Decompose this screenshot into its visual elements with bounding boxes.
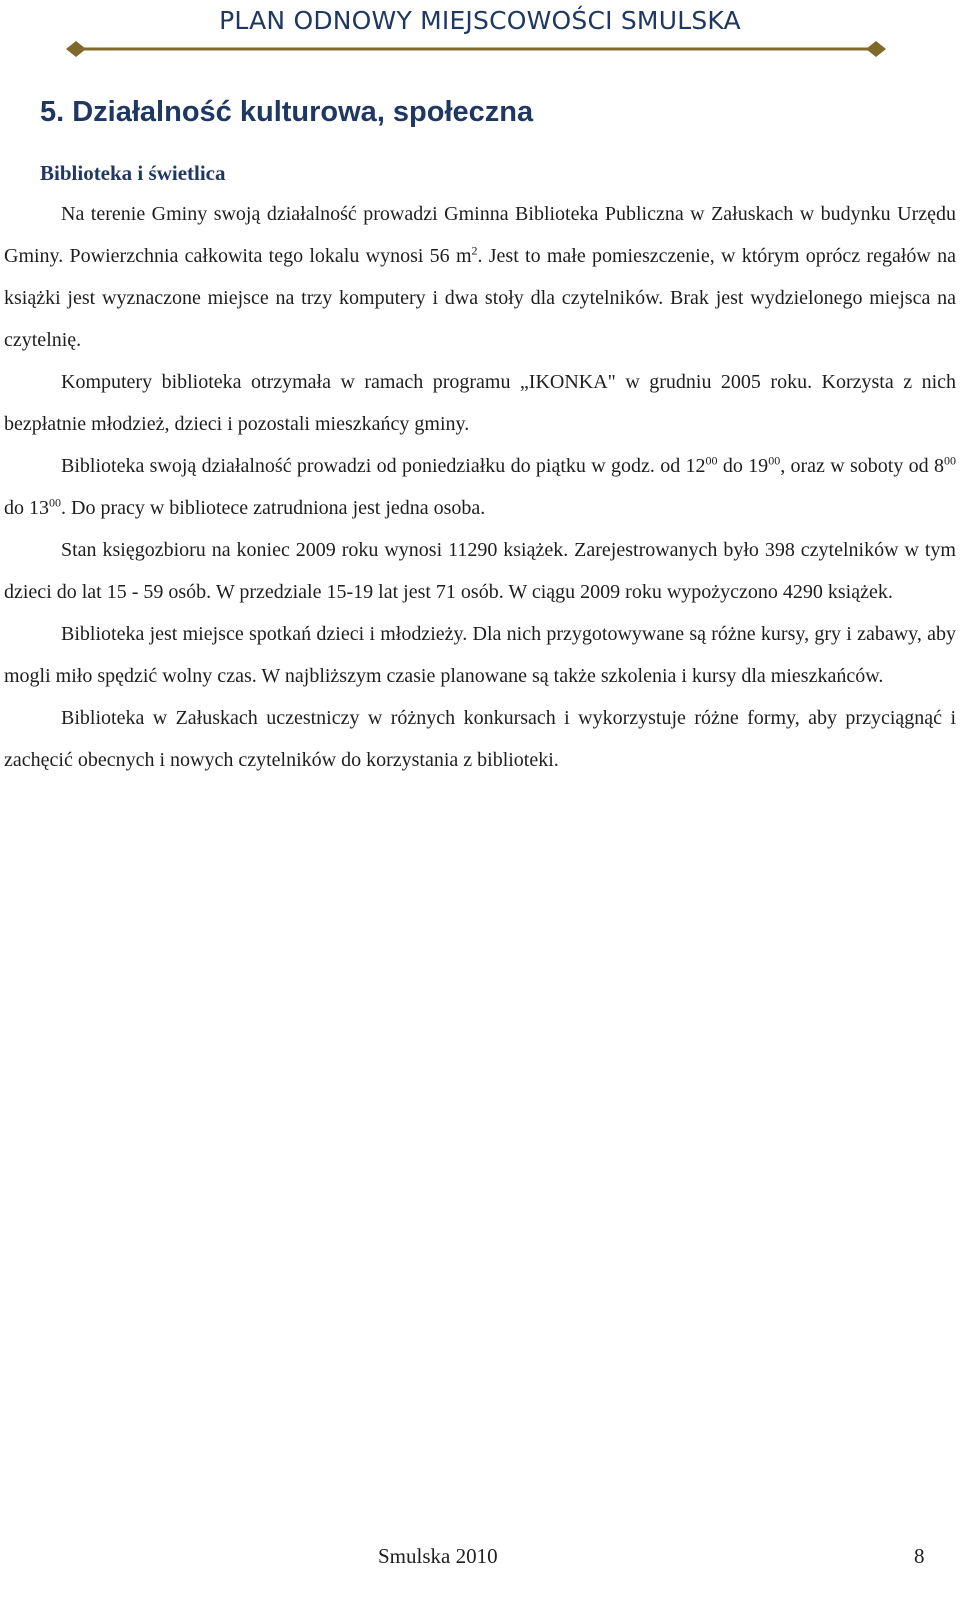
paragraph-3: Biblioteka swoją działalność prowadzi od poniedziałku do piątku w godz. od $12^{00}$ do $19^{00}$, oraz w soboty od $8^{00}$ do $13^{00}$. Do pracy w bibliotece zatrudniona jest jedna osoba.	[4, 453, 957, 519]
header-divider	[66, 38, 886, 62]
page-number: 8	[914, 1544, 925, 1568]
section-heading: 5. Działalność kulturowa, społeczna	[40, 96, 534, 128]
body-text	[4, 193, 956, 781]
footer-label: Smulska 2010	[378, 1544, 498, 1568]
subheading: Biblioteka i świetlica	[40, 161, 226, 185]
paragraph-4: Stan księgozbioru na koniec 2009 roku wynosi 11290 książek. Zarejestrowanych było 398 czytelników w tym dzieci do lat 15 - 59 osób. W przedziale 15-19 lat jest 71 osób. W ciągu 2009 roku wypożyczono 4290 książek.	[4, 539, 956, 603]
page-header-title: PLAN ODNOWY MIEJSCOWOŚCI SMULSKA	[219, 6, 741, 35]
paragraph-6: Biblioteka w Załuskach uczestniczy w różnych konkursach i wykorzystuje różne formy, aby przyciągnąć i zachęcić obecnych i nowych czytelników do korzystania z biblioteki.	[4, 707, 956, 771]
paragraph-2: Komputery biblioteka otrzymała w ramach programu „IKONKA" w grudniu 2005 roku. Korzysta z nich bezpłatnie młodzież, dzieci i pozostali mieszkańcy gminy.	[4, 371, 956, 435]
paragraph-5: Biblioteka jest miejsce spotkań dzieci i młodzieży. Dla nich przygotowywane są różne kursy, gry i zabawy, aby mogli miło spędzić wolny czas. W najbliższym czasie planowane są także szkolenia i kursy dla mieszkańców.	[4, 623, 956, 687]
header-divider-right-diamond	[866, 41, 886, 57]
paragraph-1: Na terenie Gminy swoją działalność prowadzi Gminna Biblioteka Publiczna w Załuskach w budynku Urzędu Gminy. Powierzchnia całkowita tego lokalu wynosi 56 $m^2$. Jest to małe pomieszczenie, w którym oprócz regałów na książki jest wyznaczone miejsce na trzy komputery i dwa stoły dla czytelników. Brak jest wydzielonego miejsca na czytelnię.	[4, 203, 956, 351]
header-divider-left-diamond	[66, 41, 86, 57]
